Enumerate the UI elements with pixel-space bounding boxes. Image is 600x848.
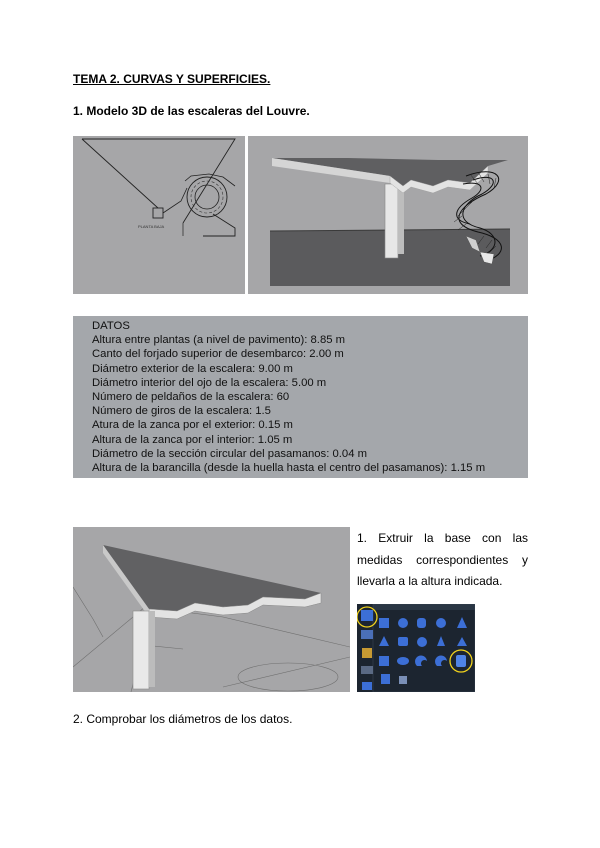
extruded-slab-drawing — [73, 527, 350, 692]
datos-line: Atura de la zanca por el exterior: 0.15 m — [92, 419, 293, 432]
step-2-text: 2. Comprobar los diámetros de los datos. — [73, 712, 293, 726]
plan-view-image — [73, 136, 245, 294]
page-title: TEMA 2. CURVAS Y SUPERFICIES. — [73, 72, 271, 86]
datos-line: Diámetro interior del ojo de la escalera: 5.00 m — [92, 376, 327, 389]
extruded-slab-image — [73, 527, 350, 692]
datos-box — [73, 316, 528, 478]
datos-line: Altura de la barancilla (desde la huella hasta el centro del pasamanos): 1.15 m — [92, 462, 486, 475]
datos-line: Diámetro de la sección circular del pasamanos: 0.04 m — [92, 447, 368, 460]
datos-line: Diámetro exterior de la escalera: 9.00 m — [92, 362, 293, 375]
datos-line: Altura entre plantas (a nivel de pavimento): 8.85 m — [92, 334, 346, 347]
datos-line: Número de giros de la escalera: 1.5 — [92, 405, 271, 418]
plan-label: PLANTA BAJA — [138, 224, 165, 229]
datos-line: Número de peldaños de la escalera: 60 — [92, 391, 290, 404]
perspective-render-drawing — [248, 136, 528, 294]
datos-line: Canto del forjado superior de desembarco: 2.00 m — [92, 348, 344, 361]
datos-line: Altura de la zanca por el interior: 1.05 m — [92, 433, 293, 446]
perspective-render-image — [248, 136, 528, 294]
plan-view-drawing — [73, 136, 245, 294]
section-heading: 1. Modelo 3D de las escaleras del Louvre. — [73, 104, 310, 118]
step-1-text: 1. Extruir la base con las medidas correspondientes y llevarla a la altura indicada. — [357, 531, 528, 588]
box-tool-icon[interactable] — [361, 610, 373, 621]
toolbar-screenshot — [357, 604, 475, 692]
toolbar-drawing — [357, 604, 475, 692]
datos-heading: DATOS — [92, 320, 130, 332]
extrude-tool-icon[interactable] — [456, 655, 466, 667]
